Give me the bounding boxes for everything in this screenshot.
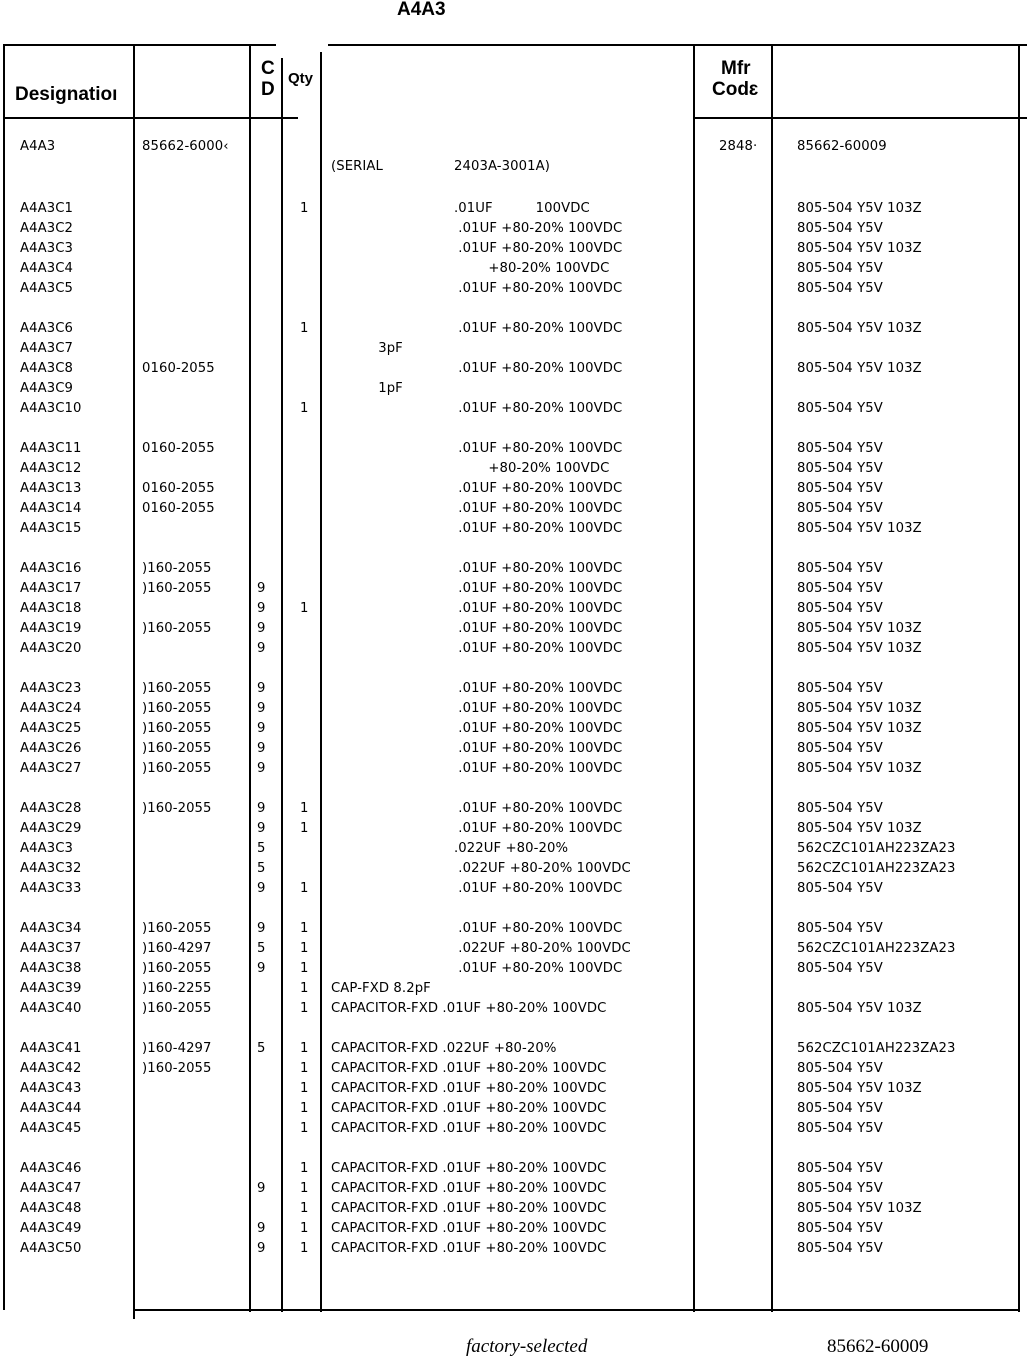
row-qty: 1 (300, 1081, 309, 1096)
table-row (0, 759, 1027, 779)
row-mfr-part-number: 805-504 Y5V 103Z (797, 521, 922, 536)
row-part-number: 0160-2055 (142, 501, 215, 516)
row-mfr-part-number: 805-504 Y5V (797, 261, 883, 276)
table-row (0, 1059, 1027, 1079)
table-row (0, 959, 1027, 979)
row-value: .01UF +80-20% 100VDC (454, 741, 623, 756)
row-part-number: )160-2055 (142, 961, 212, 976)
row-designation: A4A3C45 (20, 1121, 82, 1136)
row-qty: 1 (300, 201, 309, 216)
row-description: 1pF (331, 381, 403, 396)
row-cd: 5 (257, 1041, 266, 1056)
row-designation: A4A3C43 (20, 1081, 82, 1096)
row-cd: 9 (257, 921, 266, 936)
row-mfr-part-number: 805-504 Y5V (797, 1061, 883, 1076)
table-row (0, 639, 1027, 659)
row-mfr-part-number: 805-504 Y5V 103Z (797, 321, 922, 336)
row-value: .01UF +80-20% 100VDC (454, 961, 623, 976)
row-designation: A4A3C50 (20, 1241, 82, 1256)
row-designation: A4A3C16 (20, 561, 82, 576)
table-row (0, 459, 1027, 479)
row-designation: A4A3C38 (20, 961, 82, 976)
row-part-number: )160-2055 (142, 561, 212, 576)
row-cd: 9 (257, 761, 266, 776)
table-row (0, 599, 1027, 619)
row-mfr-part-number: 805-504 Y5V (797, 441, 883, 456)
row-value: .01UF +80-20% 100VDC (454, 721, 623, 736)
row-designation: A4A3C3 (20, 841, 74, 856)
table-row (0, 559, 1027, 579)
row-designation: A4A3C17 (20, 581, 82, 596)
row-designation: A4A3C39 (20, 981, 82, 996)
row-mfr-part-number: 805-504 Y5V 103Z (797, 201, 922, 216)
table-row (0, 679, 1027, 699)
table-row (0, 839, 1027, 859)
row-designation: A4A3C47 (20, 1181, 82, 1196)
table-row (0, 979, 1027, 999)
row-value: .01UF +80-20% 100VDC (454, 401, 623, 416)
row-value: .01UF +80-20% 100VDC (454, 581, 623, 596)
header-mfr-bottom: Codɛ (712, 79, 759, 100)
row-mfr-part-number: 805-504 Y5V 103Z (797, 641, 922, 656)
row-designation: A4A3C28 (20, 801, 82, 816)
footer-note: factory-selected (466, 1336, 588, 1357)
row-qty: 1 (300, 821, 309, 836)
row-qty: 1 (300, 401, 309, 416)
row-description: CAPACITOR-FXD .01UF +80-20% 100VDC (331, 1241, 607, 1256)
row-value: .01UF +80-20% 100VDC (454, 221, 623, 236)
table-row (0, 919, 1027, 939)
row-part-number: )160-2055 (142, 621, 212, 636)
row-value: .01UF +80-20% 100VDC (454, 681, 623, 696)
table-row (0, 379, 1027, 399)
table-row (0, 1159, 1027, 1179)
row-value: +80-20% 100VDC (454, 461, 610, 476)
table-row (0, 339, 1027, 359)
table-row (0, 439, 1027, 459)
row-designation: A4A3C19 (20, 621, 82, 636)
row-cd: 9 (257, 641, 266, 656)
table-row (0, 1239, 1027, 1259)
row-designation: A4A3C18 (20, 601, 82, 616)
row-mfr-part-number: 805-504 Y5V (797, 1221, 883, 1236)
row-description: CAP-FXD 8.2pF (331, 981, 431, 996)
row-value: .01UF +80-20% 100VDC (454, 801, 623, 816)
row-part-number: )160-4297 (142, 941, 212, 956)
row-designation: A4A3C10 (20, 401, 82, 416)
row-cd: 9 (257, 1241, 266, 1256)
row-part-number: )160-2055 (142, 801, 212, 816)
table-top-border-right (328, 44, 1027, 46)
row-cd: 9 (257, 701, 266, 716)
table-row (0, 879, 1027, 899)
row-cd: 9 (257, 741, 266, 756)
table-row (0, 319, 1027, 339)
row-designation: A4A3C29 (20, 821, 82, 836)
table-row (0, 1099, 1027, 1119)
row-designation: A4A3C41 (20, 1041, 82, 1056)
row-value: .01UF +80-20% 100VDC (454, 561, 623, 576)
row-designation: A4A3C23 (20, 681, 82, 696)
row-description: 3pF (331, 341, 403, 356)
row-mfr-part-number: 805-504 Y5V (797, 501, 883, 516)
row-mfr-part-number: 805-504 Y5V (797, 561, 883, 576)
row-mfr-part-number: 805-504 Y5V (797, 1101, 883, 1116)
row-qty: 1 (300, 981, 309, 996)
row-description: CAPACITOR-FXD .01UF +80-20% 100VDC (331, 1121, 607, 1136)
row-designation: A4A3C20 (20, 641, 82, 656)
row-qty: 1 (300, 801, 309, 816)
row-value: .01UF +80-20% 100VDC (454, 761, 623, 776)
row-mfr-part-number: 805-504 Y5V 103Z (797, 361, 922, 376)
table-row (0, 519, 1027, 539)
row-mfr-part-number: 805-504 Y5V (797, 401, 883, 416)
row-qty: 1 (300, 1101, 309, 1116)
row-designation: A4A3C13 (20, 481, 82, 496)
row-value: +80-20% 100VDC (454, 261, 610, 276)
row-designation: A4A3C24 (20, 701, 82, 716)
row-mfr-part-number: 805-504 Y5V (797, 1161, 883, 1176)
row-mfr-part-number: 805-504 Y5V (797, 881, 883, 896)
table-row (0, 819, 1027, 839)
page-title: A4A3 (397, 0, 446, 20)
row-part-number: )160-2055 (142, 701, 212, 716)
table-row (0, 1039, 1027, 1059)
row-qty: 1 (300, 1001, 309, 1016)
row-description: CAPACITOR-FXD .01UF +80-20% 100VDC (331, 1001, 607, 1016)
row-mfr-part-number: 805-504 Y5V (797, 281, 883, 296)
row-mfr-part-number: 805-504 Y5V (797, 921, 883, 936)
row-part-number: 85662-6000‹ (142, 139, 229, 154)
row-designation: A4A3C9 (20, 381, 74, 396)
row-value: .01UF +80-20% 100VDC (454, 361, 623, 376)
row-qty: 1 (300, 1221, 309, 1236)
row-mfr-part-number: 562CZC101AH223ZA23 (797, 941, 956, 956)
header-cd-top: C (261, 58, 275, 79)
table-row (0, 479, 1027, 499)
table-row (0, 739, 1027, 759)
header-designation: Designatioı (15, 84, 118, 105)
row-description: CAPACITOR-FXD .01UF +80-20% 100VDC (331, 1061, 607, 1076)
row-mfr-code: 2848· (719, 139, 758, 154)
table-top-border (3, 44, 276, 46)
table-row (0, 137, 1027, 157)
row-designation: A4A3C5 (20, 281, 74, 296)
table-row (0, 279, 1027, 299)
row-mfr-part-number: 805-504 Y5V 103Z (797, 761, 922, 776)
header-bottom-rule-right (693, 117, 1027, 119)
row-mfr-part-number: 805-504 Y5V 103Z (797, 1201, 922, 1216)
row-part-number: )160-2055 (142, 681, 212, 696)
row-qty: 1 (300, 321, 309, 336)
row-designation: A4A3C27 (20, 761, 82, 776)
row-designation: A4A3C11 (20, 441, 82, 456)
row-value: .01UF +80-20% 100VDC (454, 241, 623, 256)
row-part-number: )160-2055 (142, 761, 212, 776)
row-qty: 1 (300, 1201, 309, 1216)
row-value: .01UF +80-20% 100VDC (454, 281, 623, 296)
row-description: CAPACITOR-FXD .01UF +80-20% 100VDC (331, 1181, 607, 1196)
row-mfr-part-number: 805-504 Y5V (797, 741, 883, 756)
row-value: .01UF +80-20% 100VDC (454, 921, 623, 936)
row-value: .01UF 100VDC (454, 201, 590, 216)
row-value: .01UF +80-20% 100VDC (454, 821, 623, 836)
row-designation: A4A3C3 (20, 241, 74, 256)
row-part-number: )160-2055 (142, 581, 212, 596)
table-row (0, 199, 1027, 219)
row-designation: A4A3C6 (20, 321, 74, 336)
row-qty: 1 (300, 1161, 309, 1176)
table-row (0, 1079, 1027, 1099)
row-mfr-part-number: 805-504 Y5V (797, 1241, 883, 1256)
row-part-number: )160-2255 (142, 981, 212, 996)
table-row (0, 1199, 1027, 1219)
row-value: .01UF +80-20% 100VDC (454, 621, 623, 636)
row-designation: A4A3C25 (20, 721, 82, 736)
row-mfr-part-number: 562CZC101AH223ZA23 (797, 861, 956, 876)
row-mfr-part-number: 805-504 Y5V (797, 461, 883, 476)
table-row (0, 719, 1027, 739)
header-qty: Qty (288, 70, 314, 87)
row-cd: 5 (257, 861, 266, 876)
table-row (0, 1219, 1027, 1239)
row-designation: A4A3C32 (20, 861, 82, 876)
row-designation: A4A3C44 (20, 1101, 82, 1116)
row-qty: 1 (300, 1121, 309, 1136)
row-mfr-part-number: 805-504 Y5V (797, 1181, 883, 1196)
table-row (0, 157, 1027, 177)
row-cd: 9 (257, 801, 266, 816)
row-value: .01UF +80-20% 100VDC (454, 641, 623, 656)
row-cd: 9 (257, 961, 266, 976)
row-cd: 9 (257, 621, 266, 636)
table-row (0, 239, 1027, 259)
row-part-number: )160-2055 (142, 721, 212, 736)
header-mfr-top: Mfr (721, 58, 751, 79)
row-part-number: 0160-2055 (142, 441, 215, 456)
table-row (0, 999, 1027, 1019)
row-part-number: )160-2055 (142, 1001, 212, 1016)
table-row (0, 359, 1027, 379)
row-designation: A4A3C2 (20, 221, 74, 236)
row-qty: 1 (300, 1181, 309, 1196)
table-row (0, 939, 1027, 959)
row-description: CAPACITOR-FXD .022UF +80-20% (331, 1041, 557, 1056)
row-mfr-part-number: 562CZC101AH223ZA23 (797, 841, 956, 856)
row-description: CAPACITOR-FXD .01UF +80-20% 100VDC (331, 1201, 607, 1216)
row-mfr-part-number: 805-504 Y5V 103Z (797, 701, 922, 716)
row-mfr-part-number: 805-504 Y5V (797, 581, 883, 596)
row-value: .01UF +80-20% 100VDC (454, 321, 623, 336)
table-bottom-border (133, 1309, 1019, 1311)
row-value: .022UF +80-20% (454, 841, 569, 856)
row-qty: 1 (300, 1041, 309, 1056)
row-mfr-part-number: 805-504 Y5V (797, 221, 883, 236)
row-cd: 9 (257, 681, 266, 696)
row-value: .01UF +80-20% 100VDC (454, 601, 623, 616)
row-cd: 9 (257, 721, 266, 736)
table-row (0, 499, 1027, 519)
row-value: .01UF +80-20% 100VDC (454, 521, 623, 536)
footer-part-number: 85662-60009 (827, 1336, 929, 1357)
row-designation: A4A3C12 (20, 461, 82, 476)
row-designation: A4A3C15 (20, 521, 82, 536)
row-cd: 5 (257, 941, 266, 956)
row-designation: A4A3C40 (20, 1001, 82, 1016)
row-mfr-part-number: 805-504 Y5V (797, 481, 883, 496)
row-designation: A4A3C14 (20, 501, 82, 516)
table-row (0, 399, 1027, 419)
row-designation: A4A3C1 (20, 201, 74, 216)
row-designation: A4A3C34 (20, 921, 82, 936)
row-designation: A4A3 (20, 139, 56, 154)
row-qty: 1 (300, 921, 309, 936)
row-designation: A4A3C42 (20, 1061, 82, 1076)
row-mfr-part-number: 85662-60009 (797, 139, 887, 154)
table-row (0, 1119, 1027, 1139)
row-mfr-part-number: 805-504 Y5V (797, 601, 883, 616)
row-description: CAPACITOR-FXD .01UF +80-20% 100VDC (331, 1101, 607, 1116)
row-value: .01UF +80-20% 100VDC (454, 701, 623, 716)
row-qty: 1 (300, 941, 309, 956)
row-value: .022UF +80-20% 100VDC (454, 941, 631, 956)
row-mfr-part-number: 562CZC101AH223ZA23 (797, 1041, 956, 1056)
table-row (0, 799, 1027, 819)
row-designation: A4A3C46 (20, 1161, 82, 1176)
row-qty: 1 (300, 1241, 309, 1256)
row-mfr-part-number: 805-504 Y5V 103Z (797, 821, 922, 836)
row-mfr-part-number: 805-504 Y5V 103Z (797, 1081, 922, 1096)
row-description: CAPACITOR-FXD .01UF +80-20% 100VDC (331, 1161, 607, 1176)
row-qty: 1 (300, 961, 309, 976)
row-designation: A4A3C37 (20, 941, 82, 956)
table-row (0, 579, 1027, 599)
row-part-number: 0160-2055 (142, 361, 215, 376)
row-description: CAPACITOR-FXD .01UF +80-20% 100VDC (331, 1081, 607, 1096)
row-value: 2403A-3001A) (454, 159, 550, 174)
row-cd: 9 (257, 601, 266, 616)
row-mfr-part-number: 805-504 Y5V 103Z (797, 1001, 922, 1016)
row-cd: 9 (257, 1221, 266, 1236)
row-designation: A4A3C26 (20, 741, 82, 756)
row-value: .01UF +80-20% 100VDC (454, 881, 623, 896)
header-cd-bottom: D (261, 79, 275, 100)
row-part-number: )160-2055 (142, 741, 212, 756)
row-designation: A4A3C4 (20, 261, 74, 276)
row-mfr-part-number: 805-504 Y5V (797, 801, 883, 816)
row-part-number: 0160-2055 (142, 481, 215, 496)
row-value: .01UF +80-20% 100VDC (454, 501, 623, 516)
row-description: (SERIAL (331, 159, 383, 174)
row-cd: 9 (257, 1181, 266, 1196)
row-mfr-part-number: 805-504 Y5V 103Z (797, 241, 922, 256)
row-value: .022UF +80-20% 100VDC (454, 861, 631, 876)
row-designation: A4A3C33 (20, 881, 82, 896)
row-designation: A4A3C8 (20, 361, 74, 376)
row-mfr-part-number: 805-504 Y5V (797, 1121, 883, 1136)
header-bottom-rule-left (3, 117, 298, 119)
table-row (0, 619, 1027, 639)
row-cd: 5 (257, 841, 266, 856)
row-cd: 9 (257, 821, 266, 836)
row-designation: A4A3C48 (20, 1201, 82, 1216)
table-row (0, 859, 1027, 879)
table-row (0, 699, 1027, 719)
row-mfr-part-number: 805-504 Y5V 103Z (797, 721, 922, 736)
table-row (0, 259, 1027, 279)
row-designation: A4A3C7 (20, 341, 74, 356)
row-qty: 1 (300, 881, 309, 896)
row-description: CAPACITOR-FXD .01UF +80-20% 100VDC (331, 1221, 607, 1236)
row-designation: A4A3C49 (20, 1221, 82, 1236)
row-value: .01UF +80-20% 100VDC (454, 481, 623, 496)
row-value: .01UF +80-20% 100VDC (454, 441, 623, 456)
table-row (0, 1179, 1027, 1199)
row-cd: 9 (257, 881, 266, 896)
row-mfr-part-number: 805-504 Y5V (797, 681, 883, 696)
table-row (0, 219, 1027, 239)
row-part-number: )160-4297 (142, 1041, 212, 1056)
row-part-number: )160-2055 (142, 1061, 212, 1076)
row-mfr-part-number: 805-504 Y5V 103Z (797, 621, 922, 636)
row-qty: 1 (300, 1061, 309, 1076)
row-mfr-part-number: 805-504 Y5V (797, 961, 883, 976)
row-cd: 9 (257, 581, 266, 596)
row-qty: 1 (300, 601, 309, 616)
row-part-number: )160-2055 (142, 921, 212, 936)
